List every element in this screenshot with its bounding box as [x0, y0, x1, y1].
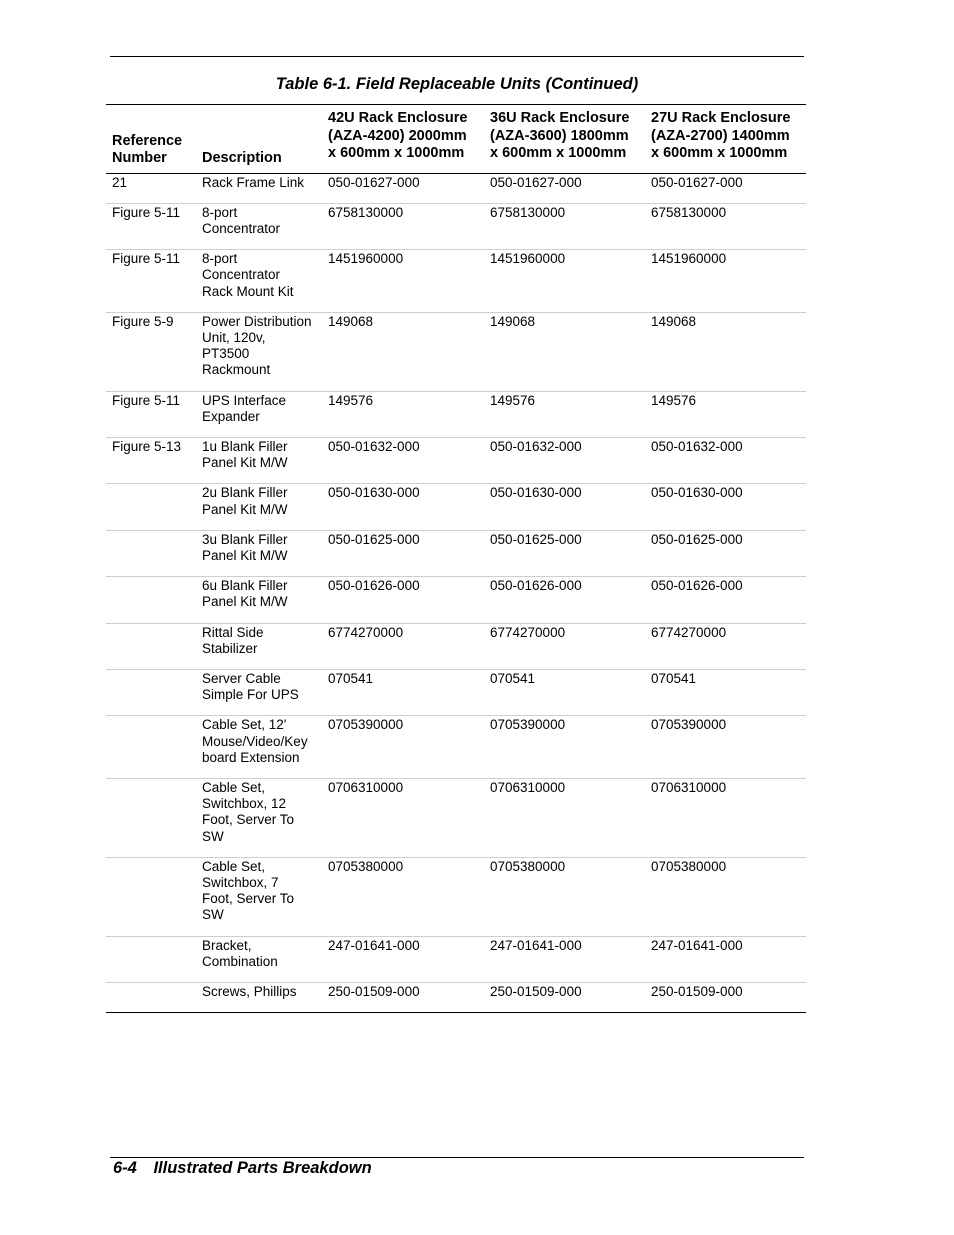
- header-reference-number: Reference Number: [112, 132, 183, 166]
- cell-description: Bracket, Combination: [202, 937, 278, 969]
- cell-27u-part-number: 0705390000: [651, 717, 727, 733]
- table-row: [106, 716, 806, 779]
- section-title: Illustrated Parts Breakdown: [153, 1159, 372, 1177]
- table-row: [106, 391, 806, 437]
- table-caption: Table 6-1. Field Replaceable Units (Continued): [275, 75, 639, 93]
- cell-36u-part-number: 070541: [490, 670, 536, 686]
- cell-reference-number: [106, 716, 196, 779]
- cell-42u-part-number: 6758130000: [328, 204, 404, 220]
- cell-36u-part-number: 6758130000: [490, 204, 566, 220]
- cell-36u-part-number: 050-01627-000: [490, 174, 582, 190]
- cell-27u-part-number: 149068: [651, 313, 697, 329]
- table-row: [106, 669, 806, 715]
- table-header-row: [106, 105, 806, 174]
- cell-36u-part-number: 149068: [490, 313, 536, 329]
- cell-27u-part-number: 149576: [651, 392, 697, 408]
- cell-reference-number: Figure 5-13: [112, 438, 182, 454]
- field-replaceable-units-table: [106, 104, 806, 1013]
- cell-36u-part-number: 247-01641-000: [490, 937, 582, 953]
- header-42u-rack-enclosure: 42U Rack Enclosure (AZA-4200) 2000mm x 600mm x 1000mm: [328, 110, 468, 161]
- cell-36u-part-number: 0705380000: [490, 858, 566, 874]
- cell-36u-part-number: 250-01509-000: [490, 984, 582, 1000]
- cell-42u-part-number: 0705390000: [328, 717, 404, 733]
- footer-rule: [110, 1157, 804, 1158]
- cell-reference-number: Figure 5-9: [112, 313, 174, 329]
- cell-36u-part-number: 050-01630-000: [490, 485, 582, 501]
- cell-42u-part-number: 250-01509-000: [328, 984, 420, 1000]
- page-number: 6-4: [113, 1159, 137, 1177]
- cell-42u-part-number: 0706310000: [328, 779, 404, 795]
- table-row: [106, 437, 806, 483]
- header-description: Description: [202, 150, 282, 166]
- cell-reference-number: [106, 577, 196, 623]
- table-row: [106, 623, 806, 669]
- cell-42u-part-number: 050-01630-000: [328, 485, 420, 501]
- cell-36u-part-number: 149576: [490, 392, 536, 408]
- table-row: [106, 250, 806, 313]
- cell-description: UPS Interface Expander: [202, 392, 287, 424]
- cell-reference-number: [106, 983, 196, 1013]
- page-footer: [113, 1159, 372, 1178]
- table-row: [106, 203, 806, 249]
- cell-description: Screws, Phillips: [202, 984, 297, 1000]
- cell-36u-part-number: 050-01625-000: [490, 531, 582, 547]
- cell-reference-number: [106, 857, 196, 936]
- cell-36u-part-number: 1451960000: [490, 251, 566, 267]
- cell-27u-part-number: 050-01627-000: [651, 174, 743, 190]
- cell-42u-part-number: 070541: [328, 670, 374, 686]
- cell-36u-part-number: 050-01632-000: [490, 438, 582, 454]
- cell-description: Server Cable Simple For UPS: [202, 670, 299, 703]
- cell-description: 8-port Concentrator Rack Mount Kit: [202, 251, 294, 299]
- cell-36u-part-number: 0705390000: [490, 717, 566, 733]
- cell-reference-number: [106, 623, 196, 669]
- cell-reference-number: [106, 530, 196, 576]
- cell-description: 6u Blank Filler Panel Kit M/W: [202, 578, 288, 610]
- table-row: [106, 778, 806, 857]
- cell-27u-part-number: 070541: [651, 670, 697, 686]
- cell-description: 8-port Concentrator: [202, 204, 281, 236]
- cell-36u-part-number: 050-01626-000: [490, 578, 582, 594]
- cell-description: Rack Frame Link: [202, 174, 305, 190]
- cell-reference-number: [106, 778, 196, 857]
- cell-description: Power Distribution Unit, 120v, PT3500 Rackmount: [202, 313, 312, 378]
- table-row: [106, 857, 806, 936]
- table-body: [106, 173, 806, 1013]
- cell-reference-number: [106, 484, 196, 530]
- cell-description: Rittal Side Stabilizer: [202, 624, 264, 656]
- cell-27u-part-number: 050-01625-000: [651, 531, 743, 547]
- cell-reference-number: [106, 669, 196, 715]
- cell-27u-part-number: 1451960000: [651, 251, 727, 267]
- cell-27u-part-number: 6774270000: [651, 624, 727, 640]
- cell-42u-part-number: 149068: [328, 313, 374, 329]
- cell-42u-part-number: 247-01641-000: [328, 937, 420, 953]
- cell-42u-part-number: 050-01626-000: [328, 578, 420, 594]
- cell-description: 3u Blank Filler Panel Kit M/W: [202, 531, 288, 563]
- table-row: [106, 484, 806, 530]
- cell-reference-number: Figure 5-11: [112, 204, 181, 220]
- top-rule: [110, 56, 804, 57]
- cell-description: 1u Blank Filler Panel Kit M/W: [202, 438, 288, 471]
- cell-42u-part-number: 0705380000: [328, 858, 404, 874]
- cell-description: Cable Set, Switchbox, 12 Foot, Server To SW: [202, 779, 295, 844]
- cell-description: Cable Set, Switchbox, 7 Foot, Server To SW: [202, 858, 295, 923]
- table-row: [106, 577, 806, 623]
- cell-27u-part-number: 050-01626-000: [651, 578, 743, 594]
- table-row: [106, 936, 806, 982]
- cell-reference-number: Figure 5-11: [112, 392, 181, 408]
- cell-reference-number: 21: [112, 174, 128, 190]
- cell-36u-part-number: 6774270000: [490, 624, 566, 640]
- cell-27u-part-number: 250-01509-000: [651, 984, 743, 1000]
- table-row: [106, 983, 806, 1013]
- cell-description: Cable Set, 12' Mouse/Video/Key board Extension: [202, 717, 308, 765]
- table-row: [106, 530, 806, 576]
- cell-27u-part-number: 247-01641-000: [651, 937, 743, 953]
- cell-27u-part-number: 050-01630-000: [651, 485, 743, 501]
- cell-42u-part-number: 149576: [328, 392, 374, 408]
- table-row: [106, 173, 806, 203]
- table-row: [106, 312, 806, 391]
- cell-42u-part-number: 6774270000: [328, 624, 404, 640]
- cell-42u-part-number: 050-01627-000: [328, 174, 420, 190]
- cell-42u-part-number: 1451960000: [328, 251, 404, 267]
- cell-42u-part-number: 050-01632-000: [328, 438, 420, 454]
- cell-27u-part-number: 0706310000: [651, 779, 727, 795]
- cell-36u-part-number: 0706310000: [490, 779, 566, 795]
- cell-27u-part-number: 0705380000: [651, 858, 727, 874]
- cell-reference-number: [106, 936, 196, 982]
- cell-description: 2u Blank Filler Panel Kit M/W: [202, 485, 288, 517]
- cell-reference-number: Figure 5-11: [112, 251, 181, 267]
- header-27u-rack-enclosure: 27U Rack Enclosure (AZA-2700) 1400mm x 600mm x 1000mm: [651, 110, 791, 161]
- cell-27u-part-number: 6758130000: [651, 204, 727, 220]
- cell-42u-part-number: 050-01625-000: [328, 531, 420, 547]
- header-36u-rack-enclosure: 36U Rack Enclosure (AZA-3600) 1800mm x 600mm x 1000mm: [490, 110, 630, 161]
- cell-27u-part-number: 050-01632-000: [651, 438, 743, 454]
